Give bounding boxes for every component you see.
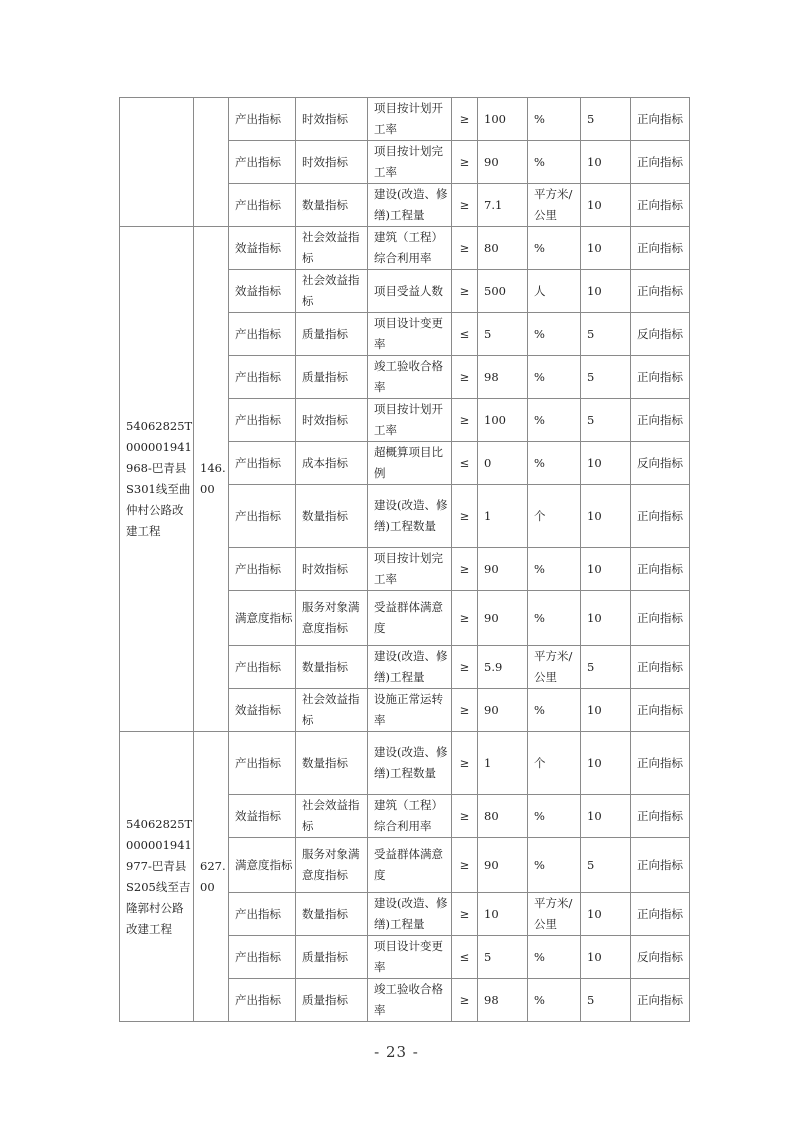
indicator-direction-cell: 正向指标 [631, 184, 690, 227]
target-value-cell: 5.9 [478, 646, 528, 689]
indicator-direction-cell: 正向指标 [631, 485, 690, 548]
weight-score-cell: 10 [581, 485, 631, 548]
indicator-name-cell: 设施正常运转率 [368, 689, 452, 732]
comparison-symbol-cell: ≥ [452, 548, 478, 591]
indicator-name-cell: 项目设计变更率 [368, 313, 452, 356]
target-value-cell: 1 [478, 732, 528, 795]
target-value-cell: 100 [478, 399, 528, 442]
level1-indicator-cell: 产出指标 [229, 442, 296, 485]
unit-cell: 平方米/公里 [528, 646, 581, 689]
indicator-name-cell: 建筑（工程）综合利用率 [368, 227, 452, 270]
unit-cell: 平方米/公里 [528, 893, 581, 936]
level1-indicator-cell: 产出指标 [229, 548, 296, 591]
comparison-symbol-cell: ≥ [452, 184, 478, 227]
comparison-symbol-cell: ≥ [452, 399, 478, 442]
weight-score-cell: 10 [581, 936, 631, 979]
indicator-direction-cell: 反向指标 [631, 936, 690, 979]
unit-cell: 人 [528, 270, 581, 313]
comparison-symbol-cell: ≥ [452, 227, 478, 270]
level2-indicator-cell: 社会效益指标 [296, 270, 368, 313]
comparison-symbol-cell: ≥ [452, 141, 478, 184]
indicator-direction-cell: 反向指标 [631, 442, 690, 485]
indicator-direction-cell: 正向指标 [631, 732, 690, 795]
indicator-direction-cell: 正向指标 [631, 548, 690, 591]
unit-cell: % [528, 227, 581, 270]
level2-indicator-cell: 数量指标 [296, 184, 368, 227]
weight-score-cell: 10 [581, 227, 631, 270]
comparison-symbol-cell: ≤ [452, 313, 478, 356]
level1-indicator-cell: 产出指标 [229, 646, 296, 689]
target-value-cell: 1 [478, 485, 528, 548]
unit-cell: 个 [528, 485, 581, 548]
weight-score-cell: 5 [581, 646, 631, 689]
page-number: - 23 - [374, 1043, 419, 1061]
indicator-name-cell: 建设(改造、修缮)工程量 [368, 646, 452, 689]
unit-cell: % [528, 442, 581, 485]
indicator-direction-cell: 正向指标 [631, 893, 690, 936]
comparison-symbol-cell: ≥ [452, 356, 478, 399]
unit-cell: % [528, 591, 581, 646]
level2-indicator-cell: 时效指标 [296, 399, 368, 442]
project-name-cell: 54062825T000001941977-巴青县S205线至吉隆郭村公路改建工程 [120, 732, 194, 1022]
target-value-cell: 90 [478, 548, 528, 591]
level1-indicator-cell: 产出指标 [229, 893, 296, 936]
indicator-name-cell: 建设(改造、修缮)工程数量 [368, 485, 452, 548]
target-value-cell: 80 [478, 795, 528, 838]
unit-cell: % [528, 356, 581, 399]
level1-indicator-cell: 产出指标 [229, 356, 296, 399]
unit-cell: % [528, 795, 581, 838]
level1-indicator-cell: 产出指标 [229, 979, 296, 1022]
weight-score-cell: 10 [581, 732, 631, 795]
comparison-symbol-cell: ≥ [452, 689, 478, 732]
level1-indicator-cell: 产出指标 [229, 98, 296, 141]
indicator-direction-cell: 正向指标 [631, 795, 690, 838]
indicator-direction-cell: 反向指标 [631, 313, 690, 356]
level1-indicator-cell: 效益指标 [229, 270, 296, 313]
level2-indicator-cell: 时效指标 [296, 98, 368, 141]
comparison-symbol-cell: ≤ [452, 442, 478, 485]
indicator-name-cell: 受益群体满意度 [368, 591, 452, 646]
weight-score-cell: 10 [581, 689, 631, 732]
indicator-direction-cell: 正向指标 [631, 227, 690, 270]
unit-cell: % [528, 313, 581, 356]
indicator-direction-cell: 正向指标 [631, 591, 690, 646]
target-value-cell: 98 [478, 979, 528, 1022]
level2-indicator-cell: 质量指标 [296, 356, 368, 399]
indicator-direction-cell: 正向指标 [631, 399, 690, 442]
level2-indicator-cell: 社会效益指标 [296, 227, 368, 270]
comparison-symbol-cell: ≥ [452, 838, 478, 893]
comparison-symbol-cell: ≥ [452, 270, 478, 313]
unit-cell: 平方米/公里 [528, 184, 581, 227]
comparison-symbol-cell: ≥ [452, 98, 478, 141]
weight-score-cell: 5 [581, 313, 631, 356]
target-value-cell: 90 [478, 689, 528, 732]
level2-indicator-cell: 社会效益指标 [296, 689, 368, 732]
weight-score-cell: 10 [581, 442, 631, 485]
level2-indicator-cell: 时效指标 [296, 141, 368, 184]
target-value-cell: 10 [478, 893, 528, 936]
comparison-symbol-cell: ≥ [452, 485, 478, 548]
indicator-direction-cell: 正向指标 [631, 270, 690, 313]
indicator-direction-cell: 正向指标 [631, 98, 690, 141]
target-value-cell: 7.1 [478, 184, 528, 227]
level1-indicator-cell: 产出指标 [229, 313, 296, 356]
comparison-symbol-cell: ≥ [452, 732, 478, 795]
level1-indicator-cell: 满意度指标 [229, 591, 296, 646]
weight-score-cell: 5 [581, 399, 631, 442]
target-value-cell: 90 [478, 141, 528, 184]
level1-indicator-cell: 产出指标 [229, 732, 296, 795]
unit-cell: % [528, 141, 581, 184]
weight-score-cell: 5 [581, 838, 631, 893]
indicator-name-cell: 建设(改造、修缮)工程量 [368, 184, 452, 227]
target-value-cell: 0 [478, 442, 528, 485]
indicator-direction-cell: 正向指标 [631, 356, 690, 399]
indicator-name-cell: 竣工验收合格率 [368, 979, 452, 1022]
weight-score-cell: 10 [581, 184, 631, 227]
unit-cell: % [528, 838, 581, 893]
level1-indicator-cell: 产出指标 [229, 184, 296, 227]
unit-cell: % [528, 399, 581, 442]
weight-score-cell: 5 [581, 356, 631, 399]
weight-score-cell: 10 [581, 795, 631, 838]
indicator-name-cell: 建设(改造、修缮)工程数量 [368, 732, 452, 795]
level1-indicator-cell: 满意度指标 [229, 838, 296, 893]
table-body [120, 98, 690, 1022]
weight-score-cell: 5 [581, 979, 631, 1022]
level1-indicator-cell: 产出指标 [229, 485, 296, 548]
indicator-name-cell: 项目设计变更率 [368, 936, 452, 979]
indicator-name-cell: 受益群体满意度 [368, 838, 452, 893]
target-value-cell: 80 [478, 227, 528, 270]
project-amount-cell: 627.00 [194, 732, 229, 1022]
level2-indicator-cell: 数量指标 [296, 646, 368, 689]
indicator-name-cell: 项目按计划开工率 [368, 98, 452, 141]
weight-score-cell: 10 [581, 548, 631, 591]
weight-score-cell: 5 [581, 98, 631, 141]
level2-indicator-cell: 时效指标 [296, 548, 368, 591]
comparison-symbol-cell: ≥ [452, 893, 478, 936]
table-row [120, 98, 690, 141]
level2-indicator-cell: 数量指标 [296, 893, 368, 936]
level2-indicator-cell: 数量指标 [296, 732, 368, 795]
project-name-cell: 54062825T000001941968-巴青县S301线至曲仲村公路改建工程 [120, 227, 194, 732]
level1-indicator-cell: 效益指标 [229, 689, 296, 732]
comparison-symbol-cell: ≥ [452, 646, 478, 689]
target-value-cell: 100 [478, 98, 528, 141]
target-value-cell: 90 [478, 838, 528, 893]
level2-indicator-cell: 质量指标 [296, 979, 368, 1022]
level2-indicator-cell: 服务对象满意度指标 [296, 838, 368, 893]
comparison-symbol-cell: ≤ [452, 936, 478, 979]
indicator-name-cell: 竣工验收合格率 [368, 356, 452, 399]
unit-cell: % [528, 936, 581, 979]
level2-indicator-cell: 数量指标 [296, 485, 368, 548]
weight-score-cell: 10 [581, 141, 631, 184]
level2-indicator-cell: 社会效益指标 [296, 795, 368, 838]
unit-cell: 个 [528, 732, 581, 795]
level2-indicator-cell: 成本指标 [296, 442, 368, 485]
unit-cell: % [528, 979, 581, 1022]
target-value-cell: 98 [478, 356, 528, 399]
target-value-cell: 5 [478, 313, 528, 356]
indicator-direction-cell: 正向指标 [631, 141, 690, 184]
level2-indicator-cell: 质量指标 [296, 936, 368, 979]
indicator-direction-cell: 正向指标 [631, 689, 690, 732]
indicator-name-cell: 项目受益人数 [368, 270, 452, 313]
project-amount-cell: 146.00 [194, 227, 229, 732]
level1-indicator-cell: 产出指标 [229, 936, 296, 979]
indicator-direction-cell: 正向指标 [631, 646, 690, 689]
performance-indicator-table [119, 97, 690, 1022]
indicator-direction-cell: 正向指标 [631, 838, 690, 893]
comparison-symbol-cell: ≥ [452, 979, 478, 1022]
unit-cell: % [528, 689, 581, 732]
indicator-name-cell: 项目按计划完工率 [368, 548, 452, 591]
indicator-name-cell: 项目按计划完工率 [368, 141, 452, 184]
target-value-cell: 5 [478, 936, 528, 979]
indicator-name-cell: 项目按计划开工率 [368, 399, 452, 442]
weight-score-cell: 10 [581, 270, 631, 313]
indicator-name-cell: 建筑（工程）综合利用率 [368, 795, 452, 838]
project-amount-cell [194, 98, 229, 227]
level2-indicator-cell: 质量指标 [296, 313, 368, 356]
unit-cell: % [528, 548, 581, 591]
level1-indicator-cell: 产出指标 [229, 399, 296, 442]
target-value-cell: 500 [478, 270, 528, 313]
unit-cell: % [528, 98, 581, 141]
weight-score-cell: 10 [581, 893, 631, 936]
indicator-direction-cell: 正向指标 [631, 979, 690, 1022]
indicator-name-cell: 建设(改造、修缮)工程量 [368, 893, 452, 936]
level1-indicator-cell: 产出指标 [229, 141, 296, 184]
table-row [120, 227, 690, 270]
comparison-symbol-cell: ≥ [452, 795, 478, 838]
project-name-cell [120, 98, 194, 227]
target-value-cell: 90 [478, 591, 528, 646]
level1-indicator-cell: 效益指标 [229, 227, 296, 270]
weight-score-cell: 10 [581, 591, 631, 646]
table-row [120, 732, 690, 795]
level2-indicator-cell: 服务对象满意度指标 [296, 591, 368, 646]
comparison-symbol-cell: ≥ [452, 591, 478, 646]
level1-indicator-cell: 效益指标 [229, 795, 296, 838]
indicator-name-cell: 超概算项目比例 [368, 442, 452, 485]
